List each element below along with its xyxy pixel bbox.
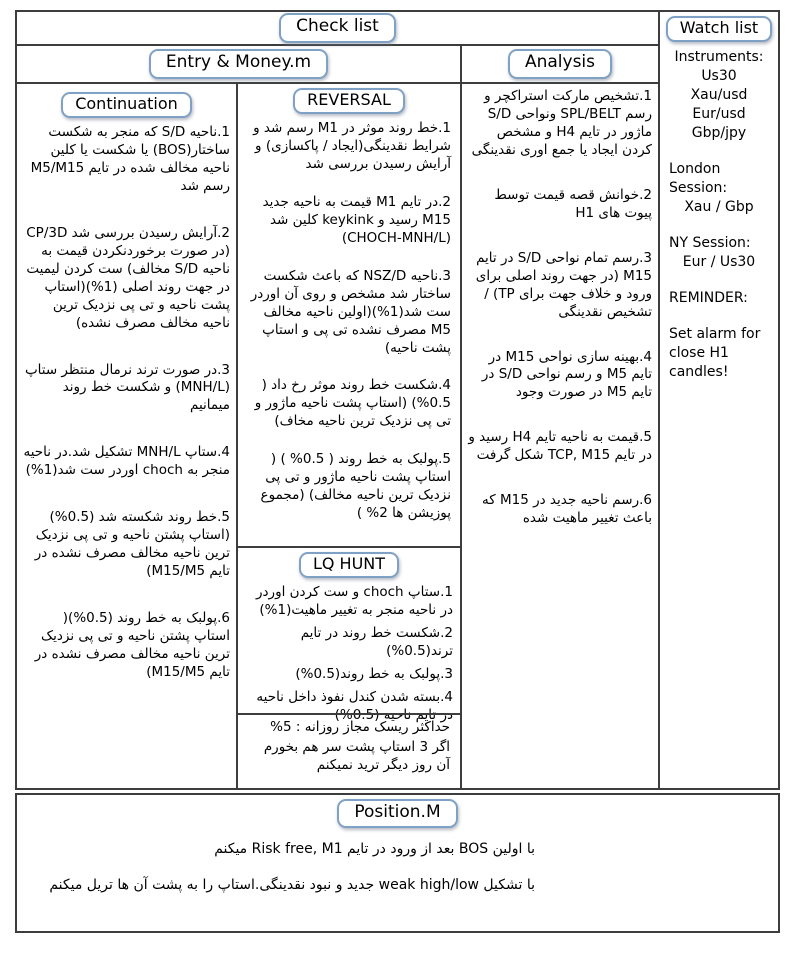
reversal-title: REVERSAL xyxy=(293,88,405,114)
watchlist-instrument: Xau/usd xyxy=(690,87,748,103)
analysis-header-cell xyxy=(460,46,658,84)
watch-list-title: Watch list xyxy=(666,16,772,42)
checklist-item: 4.بهینه سازی نواحی M15 در تایم M5 و رسم نواحی S/D در تایم M5 در صورت وجود xyxy=(481,348,652,401)
checklist-item: 2.آرایش رسیدن بررسی شد CP/3D (در صورت برخوردنکردن قیمت به ناحیه S/D مخالف) ست کردن لیمیت در جهت روند اصلی (1%)(استاپ پشت ناحیه و تی پی نزدیک ترین ناحیه مخالف مصرف نشده) xyxy=(26,224,230,331)
checklist-item: 2.در تایم M1 قیمت به ناحیه جدید M15 رسید و keykink کلین شد (CHOCH-MNH/L) xyxy=(262,193,451,246)
analysis-title: Analysis xyxy=(508,49,612,78)
continuation-column xyxy=(17,84,236,788)
watchlist-reminder-text: Set alarm for close H1 candles! xyxy=(669,326,761,380)
continuation-title: Continuation xyxy=(61,92,192,118)
risk-note-line: اگر 3 استاپ پشت سر هم بخورم آن روز دیگر ترید نمیکنم xyxy=(263,738,450,773)
checklist-item: 5.پولبک به خط روند ( 0.5% ) ( استاپ پشت ناحیه ماژور و تی پی نزدیک ترین ناحیه مخالف) (مجموع پوزیشن ها 2% ) xyxy=(260,451,451,522)
watchlist-reminder-label: REMINDER: xyxy=(669,290,748,306)
checklist-item: 6.پولبک به خط روند (0.5%)( استاپ پشتن ناحیه و تی پی نزدیک ترین ناحیه مخالف مصرف نشده در تایم M15/M5) xyxy=(34,610,230,680)
checklist-item: 4.ستاپ MNH/L تشکیل شد.در ناحیه منجر به choch اوردر ست شد(1%) xyxy=(23,444,230,479)
checklist-item: 1.ناحیه S/D که منجر به شکست ساختار(BOS) یا شکست یا کلین ناحیه مخالف شده در تایم M5/M15 رسم شد xyxy=(30,124,230,194)
checklist-item: 2.شکست خط روند در تایم ترند(0.5%) xyxy=(300,624,453,659)
continuation-header xyxy=(23,92,230,118)
daily-risk-note xyxy=(238,713,460,788)
watchlist-london-value: Xau / Gbp xyxy=(684,199,754,215)
watchlist-ny-label: NY Session: xyxy=(669,235,751,251)
lq-hunt-header xyxy=(245,552,453,578)
reversal-header xyxy=(240,88,458,114)
watchlist-instruments-label: Instruments: xyxy=(674,49,764,65)
lq-hunt-title: LQ HUNT xyxy=(299,552,399,578)
entry-money-title: Entry & Money.m xyxy=(149,49,328,78)
watchlist-london-label: London Session: xyxy=(669,161,728,196)
checklist-item: 1.خط روند موثر در M1 رسم شد و شرایط نقدینگی(ایجاد / پاکسازی) و آرایش رسیدن بررسی شد xyxy=(253,120,451,172)
checklist-item: 3.پولبک به خط روند(0.5%) xyxy=(295,665,453,682)
checklist-item: 5.خط روند شکسته شد (0.5%)(استاپ پشتن ناحیه و تی پی نزدیک ترین ناحیه مخالف مصرف نشده در تایم M15/M5) xyxy=(34,509,230,580)
watchlist-header xyxy=(665,16,773,42)
watchlist-instrument: Gbp/jpy xyxy=(691,125,747,141)
analysis-column xyxy=(460,84,658,788)
position-notes xyxy=(17,840,778,894)
checklist-item: 3.در صورت ترند نرمال منتظر ستاپ (MNH/L) و شکست خط روند میمانیم xyxy=(24,361,230,414)
checklist-item: 4.شکست خط روند موثر رخ داد ( 0.5%) (استاپ پشت ناحیه ماژور و تی پی نزدیک ترین ناحیه مخاف) xyxy=(254,377,451,430)
lq-hunt-section xyxy=(238,546,460,723)
position-header xyxy=(17,799,778,828)
check-list-title: Check list xyxy=(279,13,396,42)
checklist-item: 1.ستاپ choch و ست کردن اوردر در ناحیه منجر به تغییر ماهیت(1%) xyxy=(256,584,453,618)
watchlist-panel xyxy=(658,12,778,788)
entry-money-header-cell xyxy=(17,46,460,84)
checklist-item: 6.رسم ناحیه جدید در M15 که باعث تغییر ماهیت شده xyxy=(482,492,652,527)
check-list-header-row xyxy=(17,12,658,46)
checklist-item: 5.قیمت به ناحیه تایم H4 رسید و در تایم TCP, M15 شکل گرفت xyxy=(468,429,652,464)
checklist-item: 2.خوانش قصه قیمت توسط پیوت های H1 xyxy=(494,186,652,221)
watchlist-ny-value: Eur / Us30 xyxy=(682,254,756,270)
position-section xyxy=(15,793,780,933)
reversal-column xyxy=(236,84,460,788)
watchlist-instrument: Us30 xyxy=(701,68,737,84)
checklist-item: 1.تشخیص مارکت استراکچر و رسم SPL/BELT ونواحی S/D ماژور در تایم H4 و مشخص کردن ایجاد یا جمع اوری نقدینگی xyxy=(471,88,652,158)
reversal-section xyxy=(238,84,460,546)
watchlist-instrument: Eur/usd xyxy=(692,106,746,122)
checklist-item: 3.ناحیه NSZ/D که باعث شکست ساختار شد مشخص و روی آن اوردر ست شد(1%)(اولین ناحیه مخالف M5 مصرف نشده تی پی و استاپ پشت ناحیه) xyxy=(250,267,451,356)
risk-note-line: حداکثر ریسک مجاز روزانه : 5% xyxy=(270,719,450,735)
position-title: Position.M xyxy=(337,799,457,828)
position-line: با اولین BOS بعد از ورود در تایم Risk free, M1 میکنم xyxy=(214,841,535,858)
checklist-item: 4.بسته شدن کندل نفوذ داخل ناحیه در تایم ناحیه (0.5%) xyxy=(256,688,453,723)
position-line: با تشکیل weak high/low جدید و نبود نقدینگی.استاپ را به پشت آن ها تریل میکنم xyxy=(49,876,535,893)
checklist-item: 3.رسم تمام نواحی S/D در تایم M15 (در جهت روند اصلی برای ورود و خلاف جهت برای TP) / تشخیص نقدینگی xyxy=(475,249,652,320)
checklist-table xyxy=(15,10,780,790)
